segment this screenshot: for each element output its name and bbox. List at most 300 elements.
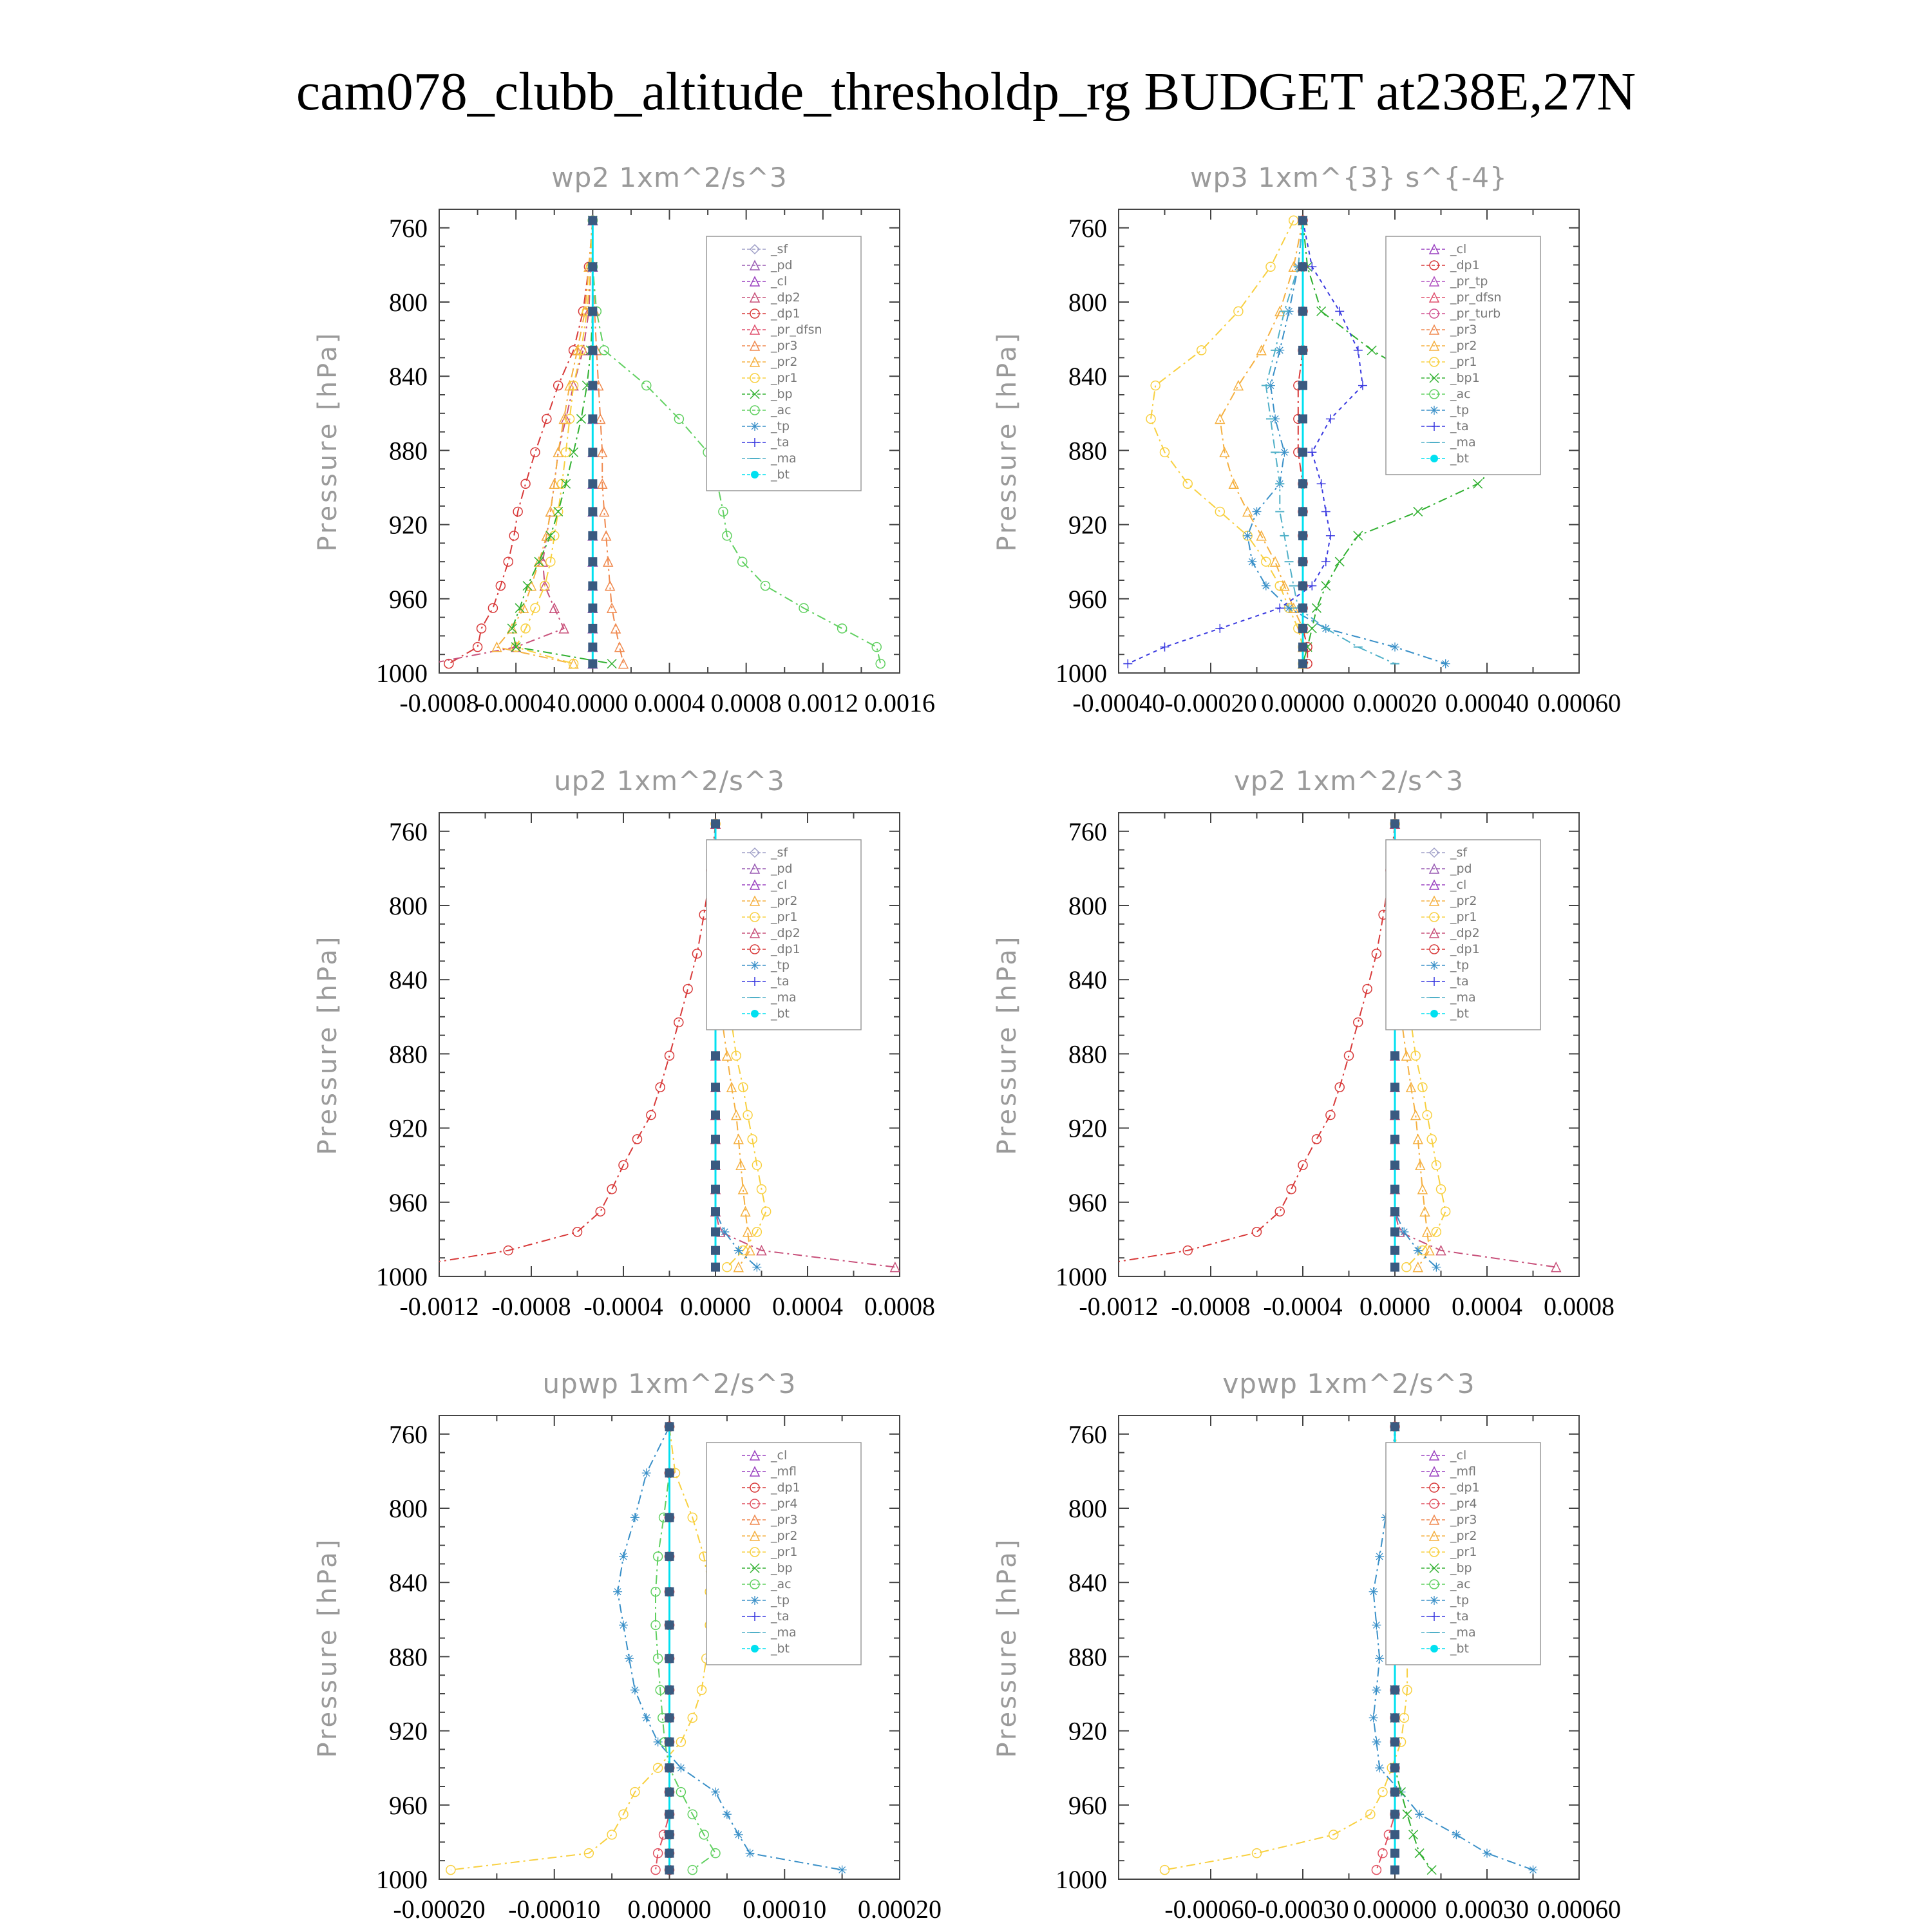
series-pr4-marker [1378, 1849, 1387, 1858]
bt-marker [665, 1620, 674, 1629]
y-tick-label: 1000 [1056, 1262, 1107, 1291]
bt-marker [588, 414, 597, 423]
bt-marker [588, 531, 597, 540]
series-line-pr1 [1165, 1426, 1410, 1870]
x-tick-label: 0.00060 [1537, 1895, 1621, 1924]
bt-marker [1298, 479, 1307, 488]
y-tick-label: 760 [1068, 817, 1107, 846]
bt-marker [665, 1849, 674, 1858]
series-tp-marker [630, 1513, 639, 1522]
series-markers-pr4 [651, 1422, 674, 1874]
series-dp1-marker [473, 643, 482, 652]
bt-marker [588, 448, 597, 457]
legend-entry: _ac [771, 403, 791, 417]
legend [1386, 236, 1540, 475]
series-tp-marker [1372, 1685, 1381, 1694]
y-tick-label: 880 [1068, 1039, 1107, 1069]
panel-4 [992, 765, 1615, 1321]
legend-entry: _pr_turb [1450, 307, 1501, 321]
bt-marker [665, 1788, 674, 1797]
series-ta-marker [1358, 381, 1367, 390]
series-ac-marker [838, 624, 847, 633]
series-tp-marker [619, 1552, 628, 1561]
legend-entry: _ma [771, 990, 797, 1005]
bt-marker [1298, 659, 1307, 668]
legend-entry: _pr2 [771, 1529, 798, 1543]
y-axis-label: Pressure [hPa] [313, 330, 343, 552]
series-pr1-marker [446, 1866, 455, 1875]
series-ta-marker [1123, 659, 1132, 668]
bt-marker [665, 1763, 674, 1772]
x-tick-label: 0.00060 [1537, 688, 1621, 717]
series-dp1-marker [488, 603, 497, 612]
y-tick-label: 920 [1068, 1716, 1107, 1746]
series-tp-marker [642, 1713, 651, 1722]
legend-entry: _dp1 [771, 942, 800, 956]
series-ta-marker [1354, 346, 1363, 355]
x-tick-label: 0.0008 [864, 1292, 935, 1321]
x-tick-label: -0.0012 [399, 1292, 479, 1321]
series-bp1-marker [1321, 582, 1331, 591]
series-bp1-marker [1307, 624, 1316, 633]
legend-marker [750, 961, 759, 970]
series-bp-marker [1409, 1830, 1418, 1839]
series-pr1-marker [1378, 1788, 1387, 1797]
x-tick-label: -0.0004 [476, 688, 556, 717]
x-tick-label: 0.0012 [787, 688, 858, 717]
y-axis-label: Pressure [hPa] [992, 934, 1022, 1155]
x-tick-label: 0.0000 [680, 1292, 751, 1321]
legend-entry: _ma [1450, 1625, 1476, 1640]
legend-entry: _tp [771, 419, 790, 433]
bt-marker [1390, 1227, 1399, 1236]
bt-marker [1298, 307, 1307, 316]
legend [706, 840, 861, 1030]
legend-entry: _ta [771, 974, 790, 989]
bt-marker [1390, 1083, 1399, 1092]
legend-entry: _pr2 [771, 894, 798, 908]
bt-marker [711, 1246, 720, 1255]
bt-marker [711, 1207, 720, 1216]
bt-marker [1390, 1713, 1399, 1722]
series-ta-marker [1307, 582, 1316, 591]
bt-marker [588, 643, 597, 652]
series-ac-marker [872, 643, 881, 652]
series-dp1-marker [607, 1185, 616, 1194]
y-tick-label: 840 [1068, 965, 1107, 995]
legend-marker [1430, 1010, 1438, 1018]
panel-title: vpwp 1xm^2/s^3 [1222, 1368, 1475, 1399]
series-bp-marker [1403, 1810, 1412, 1819]
series-pr1-marker [723, 1263, 732, 1272]
series-tp-marker [838, 1866, 847, 1875]
bt-marker [1390, 1849, 1399, 1858]
x-tick-label: -0.00060 [1164, 1895, 1257, 1924]
y-tick-label: 800 [389, 891, 428, 920]
bt-marker [588, 381, 597, 390]
series-line-dp2 [430, 220, 592, 663]
bt-marker [588, 307, 597, 316]
bt-marker [665, 1713, 674, 1722]
series-dp1-marker [1345, 1051, 1354, 1060]
x-tick-label: -0.0004 [1263, 1292, 1343, 1321]
y-tick-label: 760 [1068, 1419, 1107, 1449]
series-dp1-marker [674, 1018, 683, 1027]
y-tick-label: 800 [1068, 1494, 1107, 1523]
bt-marker [1298, 557, 1307, 566]
series-tp-marker [1243, 531, 1252, 540]
series-tp-marker [1369, 1587, 1378, 1596]
x-tick-label: -0.0008 [1171, 1292, 1251, 1321]
x-tick-label: -0.0004 [583, 1292, 663, 1321]
legend-entry: _tp [1450, 1593, 1470, 1607]
series-bp-marker [554, 507, 563, 516]
series-tp-marker [1482, 1849, 1492, 1858]
bt-marker [1390, 1110, 1399, 1119]
series-dp1-marker [596, 1207, 605, 1216]
legend-entry: _pr3 [771, 1513, 798, 1527]
series-pr1-marker [1151, 381, 1160, 390]
y-tick-label: 920 [389, 1716, 428, 1746]
figure-title: cam078_clubb_altitude_thresholdp_rg BUDGET at238E,27N [296, 62, 1636, 122]
bt-marker [665, 1468, 674, 1477]
series-line-pr3 [592, 220, 623, 663]
y-tick-label: 760 [389, 1419, 428, 1449]
y-tick-label: 800 [1068, 891, 1107, 920]
series-pr1-marker [1215, 507, 1224, 516]
series-line-pr2 [1220, 220, 1303, 663]
series-tp-marker [720, 1227, 729, 1236]
legend [706, 236, 861, 491]
series-tp-marker [630, 1685, 639, 1694]
legend-entry: _sf [771, 242, 788, 256]
legend-entry: _dp1 [1450, 1481, 1480, 1495]
y-tick-label: 840 [389, 362, 428, 392]
bt-marker [665, 1830, 674, 1839]
x-tick-label: 0.0008 [710, 688, 782, 717]
y-tick-label: 960 [1068, 1790, 1107, 1820]
series-ta-marker [1307, 448, 1316, 457]
legend-entry: _pr1 [1450, 1545, 1477, 1559]
panel-6 [992, 1368, 1621, 1924]
bt-marker [1298, 216, 1307, 225]
series-markers-dp2 [425, 216, 597, 668]
series-tp-marker [1369, 1713, 1378, 1722]
series-markers-ta [1123, 216, 1367, 668]
panel-title: up2 1xm^2/s^3 [554, 765, 785, 797]
bt-marker [588, 262, 597, 271]
x-tick-label: -0.0008 [399, 688, 479, 717]
series-bp1-marker [1473, 479, 1482, 488]
x-tick-label: 0.00000 [1261, 688, 1345, 717]
bt-marker [1390, 1422, 1399, 1431]
legend-marker [1430, 455, 1438, 462]
series-ta-marker [1321, 557, 1331, 566]
series-tp-marker [676, 1763, 685, 1772]
bt-marker [711, 1263, 720, 1272]
bt-marker [1390, 1160, 1399, 1170]
bt-marker [1390, 1185, 1399, 1194]
series-tp-marker [1375, 1763, 1384, 1772]
series-bp-marker [1427, 1866, 1436, 1875]
series-bp-marker [507, 624, 516, 633]
legend [1386, 1443, 1540, 1665]
bt-marker [1390, 1830, 1399, 1839]
series-tp-marker [1247, 557, 1256, 566]
legend-entry: _sf [1450, 846, 1468, 860]
bt-marker [665, 1810, 674, 1819]
legend-entry: _ta [771, 1609, 790, 1624]
legend-entry: _pr_dfsn [1450, 290, 1502, 305]
series-dp1-marker [504, 557, 513, 566]
series-dp1-marker [665, 1051, 674, 1060]
legend-entry: _pd [1450, 862, 1472, 876]
x-tick-label: -0.00020 [393, 1895, 486, 1924]
legend-entry: _dp1 [1450, 942, 1480, 956]
series-ta-marker [1160, 643, 1170, 652]
x-tick-label: -0.0012 [1079, 1292, 1159, 1321]
y-tick-label: 960 [389, 584, 428, 614]
bt-marker [1390, 1246, 1399, 1255]
series-line-dp1 [449, 220, 592, 663]
bt-marker [711, 1135, 720, 1144]
panel-title: vp2 1xm^2/s^3 [1234, 765, 1464, 797]
y-tick-label: 760 [389, 213, 428, 243]
legend-entry: _tp [771, 958, 790, 972]
bt-marker [711, 1185, 720, 1194]
bt-marker [1298, 414, 1307, 423]
series-pr1-marker [569, 659, 578, 668]
series-tp-marker [723, 1810, 732, 1819]
y-tick-label: 800 [389, 288, 428, 317]
y-axis-label: Pressure [hPa] [992, 1537, 1022, 1758]
series-ta-marker [1307, 262, 1316, 271]
series-line-pr1 [451, 1426, 710, 1870]
series-ac-marker [651, 1620, 660, 1629]
legend-entry: _cl [1450, 1448, 1467, 1463]
y-tick-label: 880 [1068, 436, 1107, 466]
legend-entry: _pr1 [771, 371, 798, 385]
legend-entry: _bt [1450, 1642, 1470, 1656]
bt-marker [665, 1654, 674, 1663]
series-ta-marker [1321, 507, 1331, 516]
legend-entry: _tp [1450, 958, 1470, 972]
legend-entry: _cl [1450, 242, 1467, 256]
series-tp-marker [1280, 448, 1289, 457]
bt-marker [711, 1227, 720, 1236]
series-dp1-marker [1354, 1018, 1363, 1027]
y-tick-label: 1000 [376, 1865, 428, 1894]
y-tick-label: 960 [389, 1790, 428, 1820]
legend-entry: _dp1 [1450, 258, 1480, 272]
series-tp-marker [711, 1788, 720, 1797]
series-line-dp1 [1084, 824, 1395, 1267]
series-pr2-marker [1215, 414, 1224, 423]
series-dp1-marker [683, 985, 692, 994]
bt-marker [665, 1587, 674, 1596]
series-bp-marker [607, 659, 616, 668]
series-pr2-marker [1271, 557, 1280, 566]
legend-entry: _bt [771, 468, 790, 482]
series-bp1-marker [1354, 531, 1363, 540]
series-dp1-marker [1287, 1185, 1296, 1194]
series-dp1-marker [531, 448, 540, 457]
y-tick-label: 840 [1068, 1568, 1107, 1598]
series-dp1-marker [521, 479, 530, 488]
legend-entry: _ma [1450, 435, 1476, 450]
series-line-dp1 [404, 824, 715, 1267]
legend-entry: _pr3 [1450, 323, 1477, 337]
legend-entry: _pr_dfsn [771, 323, 822, 337]
bt-marker [588, 603, 597, 612]
y-tick-label: 1000 [1056, 1865, 1107, 1894]
series-dp1-marker [1363, 985, 1372, 994]
bt-marker [665, 1552, 674, 1561]
series-ta-marker [1275, 603, 1284, 612]
legend-entry: _dp1 [771, 1481, 800, 1495]
series-ta-marker [1335, 307, 1344, 316]
bt-marker [1298, 448, 1307, 457]
series-dp1-marker [632, 1135, 641, 1144]
series-tp-marker [752, 1263, 761, 1272]
series-pr2-marker [1414, 1263, 1423, 1272]
series-tp-marker [1432, 1263, 1441, 1272]
x-tick-label: 0.0008 [1544, 1292, 1615, 1321]
bt-marker [1298, 624, 1307, 633]
legend-marker [1430, 1645, 1438, 1653]
legend-entry: _pr3 [771, 339, 798, 353]
series-pr1-marker [1160, 1866, 1170, 1875]
series-ac-marker [642, 381, 651, 390]
bt-marker [1298, 643, 1307, 652]
y-tick-label: 1000 [1056, 659, 1107, 688]
y-tick-label: 760 [389, 817, 428, 846]
legend-entry: _bt [1450, 1007, 1470, 1021]
legend-entry: _mfl [771, 1464, 797, 1479]
bt-marker [1390, 1135, 1399, 1144]
x-tick-label: -0.00020 [1164, 688, 1257, 717]
series-line-pr2 [497, 220, 592, 663]
x-tick-label: 0.0000 [557, 688, 629, 717]
series-pr2-marker [734, 1263, 743, 1272]
y-tick-label: 920 [1068, 1113, 1107, 1143]
x-tick-label: -0.00010 [508, 1895, 601, 1924]
bt-marker [588, 507, 597, 516]
series-pr1-marker [1289, 216, 1298, 225]
bt-marker [1390, 1763, 1399, 1772]
series-ac-marker [876, 659, 885, 668]
x-tick-label: 0.00010 [743, 1895, 827, 1924]
legend-entry: _bp [771, 1561, 793, 1575]
legend-marker [750, 422, 759, 431]
series-dp1-marker [1275, 1207, 1284, 1216]
bt-marker [588, 557, 597, 566]
series-pr1-marker [1441, 1207, 1450, 1216]
y-tick-label: 840 [1068, 362, 1107, 392]
legend-entry: _ta [1450, 419, 1469, 433]
legend-entry: _ma [771, 451, 797, 466]
y-tick-label: 760 [1068, 213, 1107, 243]
legend-entry: _bt [1450, 451, 1470, 466]
series-ta-marker [1317, 479, 1326, 488]
bt-marker [588, 346, 597, 355]
legend-entry: _dp2 [771, 290, 800, 305]
bt-marker [588, 582, 597, 591]
bt-marker [588, 624, 597, 633]
series-markers-dp1 [444, 216, 597, 668]
bt-marker [1390, 1685, 1399, 1694]
bt-marker [665, 1685, 674, 1694]
series-bp-marker [1415, 1849, 1424, 1858]
legend-entry: _cl [771, 274, 788, 289]
series-bp1-marker [1335, 557, 1344, 566]
series-tp-marker [1441, 659, 1450, 668]
legend-entry: _bt [771, 1007, 790, 1021]
panel-title: upwp 1xm^2/s^3 [542, 1368, 797, 1399]
series-line-bp [512, 220, 612, 663]
legend-entry: _ta [771, 435, 790, 450]
legend-entry: _tp [771, 1593, 790, 1607]
series-tp-marker [1415, 1810, 1424, 1819]
bt-marker [1390, 1810, 1399, 1819]
x-tick-label: 0.00040 [1445, 688, 1529, 717]
series-bp1-marker [1312, 603, 1321, 612]
bt-marker [588, 479, 597, 488]
panel-title: wp2 1xm^2/s^3 [551, 162, 788, 193]
x-tick-label: 0.0004 [772, 1292, 843, 1321]
bt-marker [1298, 582, 1307, 591]
series-pr1-marker [1399, 1713, 1408, 1722]
legend-entry: _tp [1450, 403, 1470, 417]
legend-entry: _bt [771, 1642, 790, 1656]
series-line-pr1 [1151, 220, 1303, 663]
bt-marker [1298, 381, 1307, 390]
series-pr4-marker [651, 1866, 660, 1875]
series-tp-marker [734, 1830, 743, 1839]
series-pr2-marker [1411, 1110, 1420, 1119]
legend-entry: _ac [1450, 387, 1471, 401]
series-bp1-marker [1414, 507, 1423, 516]
bt-marker [665, 1866, 674, 1875]
legend-entry: _pr1 [1450, 910, 1477, 924]
y-tick-label: 880 [389, 436, 428, 466]
legend-entry: _pd [771, 258, 793, 272]
series-markers-pr1 [1146, 216, 1307, 668]
bt-marker [711, 1110, 720, 1119]
legend-entry: _bp [771, 387, 793, 401]
series-pr3-marker [619, 659, 628, 668]
legend-entry: _cl [1450, 878, 1467, 892]
series-tp-marker [1375, 1552, 1384, 1561]
bt-marker [711, 1160, 720, 1170]
legend-entry: _dp1 [771, 307, 800, 321]
series-markers-bp [507, 216, 616, 668]
legend-entry: _pr2 [1450, 1529, 1477, 1543]
legend-entry: _ac [1450, 1577, 1471, 1591]
x-tick-label: -0.00040 [1072, 688, 1165, 717]
legend-entry: _ma [771, 1625, 797, 1640]
y-tick-label: 960 [389, 1188, 428, 1217]
legend [706, 1443, 861, 1665]
series-bp-marker [576, 414, 585, 423]
legend-entry: _pr_tp [1450, 274, 1488, 289]
legend-entry: _pd [771, 862, 793, 876]
bt-marker [1298, 603, 1307, 612]
series-tp-marker [1372, 1620, 1381, 1629]
legend-entry: _ma [1450, 990, 1476, 1005]
bt-marker [665, 1513, 674, 1522]
y-tick-label: 800 [1068, 288, 1107, 317]
